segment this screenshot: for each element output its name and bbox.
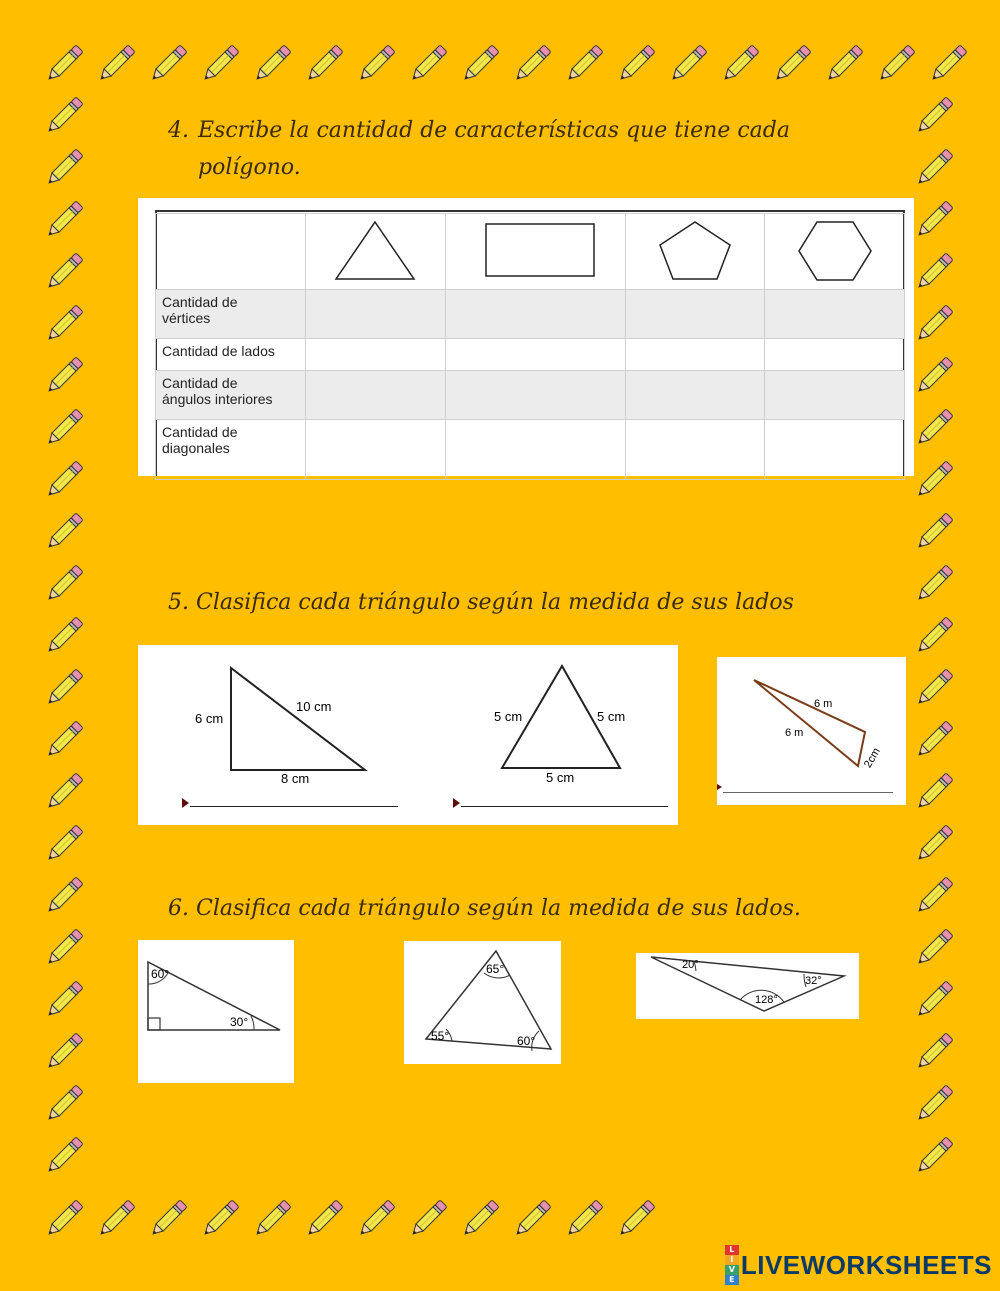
pencil-icon <box>612 40 660 88</box>
pencil-icon <box>508 40 556 88</box>
table-row <box>156 339 905 371</box>
pencil-icon <box>300 40 348 88</box>
pencil-icon <box>40 716 88 764</box>
hexagon-header <box>765 214 905 290</box>
pencil-icon <box>910 820 958 868</box>
q5-t2-side-c: 5 cm <box>546 770 575 785</box>
q5-t3-answer-input[interactable] <box>724 774 896 794</box>
pencil-icon <box>910 352 958 400</box>
row-label: Cantidad de lados <box>156 339 306 371</box>
q6-t1-angle-a: 60° <box>151 967 170 981</box>
pencil-icon <box>910 976 958 1024</box>
pencil-icon <box>196 1195 244 1243</box>
pencil-icon <box>456 40 504 88</box>
pencil-icon <box>910 92 958 140</box>
pencil-icon <box>40 248 88 296</box>
q6-t2-angle-b: 55° <box>431 1029 450 1043</box>
pencil-icon <box>196 40 244 88</box>
q5-t3-side-a: 6 m <box>814 698 833 710</box>
q5-t2-side-b: 5 cm <box>597 709 626 724</box>
pencil-icon <box>924 40 972 88</box>
pencil-icon <box>910 456 958 504</box>
pencil-icon <box>40 92 88 140</box>
table-row <box>156 371 905 420</box>
answer-cell[interactable] <box>306 290 446 339</box>
q6-t2-angle-c: 60° <box>517 1034 536 1048</box>
pencil-icon <box>910 768 958 816</box>
pencil-icon <box>40 820 88 868</box>
pencil-icon <box>872 40 920 88</box>
pencil-icon <box>910 508 958 556</box>
brand-name: LIVEWORKSHEETS <box>740 1249 992 1280</box>
answer-cell[interactable] <box>445 290 625 339</box>
pencil-icon <box>910 716 958 764</box>
pencil-icon <box>910 404 958 452</box>
pencil-icon <box>910 144 958 192</box>
answer-cell[interactable] <box>765 290 905 339</box>
pencil-icon <box>352 1195 400 1243</box>
pencil-icon <box>910 560 958 608</box>
rectangle-icon <box>475 218 595 282</box>
row-label: Cantidad de ángulos interiores <box>156 371 306 420</box>
q5-t1-side-a: 6 cm <box>195 711 224 726</box>
pencil-icon <box>40 560 88 608</box>
answer-cell[interactable] <box>306 339 446 371</box>
polygon-table <box>155 213 905 480</box>
q5-t3-side-b: 6 m <box>785 727 804 739</box>
pencil-icon <box>404 1195 452 1243</box>
pencil-icon <box>910 1028 958 1076</box>
triangle-header <box>306 214 446 290</box>
pencil-icon <box>664 40 712 88</box>
q5-t2-answer-input[interactable] <box>463 786 670 808</box>
liveworksheets-brand[interactable] <box>725 1245 992 1285</box>
row-label: Cantidad de diagonales <box>156 420 306 480</box>
answer-cell[interactable] <box>445 420 625 480</box>
table-corner-cell <box>156 214 306 290</box>
pencil-icon <box>300 1195 348 1243</box>
pentagon-header <box>625 214 765 290</box>
q6-t2-angle-a: 65° <box>486 962 505 976</box>
answer-cell[interactable] <box>306 371 446 420</box>
q5-t1-answer-input[interactable] <box>192 786 400 808</box>
q6-triangle-right <box>138 940 294 1083</box>
answer-cell[interactable] <box>765 420 905 480</box>
pencil-icon <box>40 40 88 88</box>
question-6-title: 6. Clasifica cada triángulo según la medida de sus lados. <box>168 896 801 921</box>
pencil-icon <box>560 1195 608 1243</box>
answer-cell[interactable] <box>765 371 905 420</box>
q6-triangle-acute <box>404 941 561 1064</box>
pencil-icon <box>820 40 868 88</box>
answer-cell[interactable] <box>306 420 446 480</box>
q5-t1-side-c: 8 cm <box>281 771 310 786</box>
pencil-icon <box>40 508 88 556</box>
q6-t1-angle-b: 30° <box>230 1015 249 1029</box>
pencil-icon <box>40 300 88 348</box>
pencil-icon <box>92 40 140 88</box>
pencil-icon <box>404 40 452 88</box>
q5-t3-side-c: 2cm <box>861 746 883 770</box>
q5-t1-arrow-icon <box>182 798 189 808</box>
pencil-icon <box>248 1195 296 1243</box>
pencil-icon <box>716 40 764 88</box>
answer-cell[interactable] <box>625 420 765 480</box>
question-5-title: 5. Clasifica cada triángulo según la medida de sus lados <box>168 590 794 615</box>
hexagon-icon <box>790 218 880 282</box>
row-label: Cantidad de vértices <box>156 290 306 339</box>
pencil-icon <box>768 40 816 88</box>
pencil-icon <box>910 248 958 296</box>
pencil-icon <box>612 1195 660 1243</box>
q6-t3-angle-b: 32° <box>805 975 822 987</box>
pencil-icon <box>92 1195 140 1243</box>
q5-t3-arrow-icon <box>717 784 722 790</box>
table-row <box>156 420 905 480</box>
pencil-icon <box>40 1028 88 1076</box>
pencil-icon <box>248 40 296 88</box>
answer-cell[interactable] <box>625 371 765 420</box>
q6-t3-angle-c: 128° <box>755 994 778 1006</box>
pencil-icon <box>456 1195 504 1243</box>
pencil-icon <box>40 664 88 712</box>
pencil-icon <box>40 196 88 244</box>
pencil-icon <box>40 612 88 660</box>
pencil-icon <box>910 872 958 920</box>
answer-cell[interactable] <box>445 371 625 420</box>
pencil-icon <box>910 300 958 348</box>
pencil-icon <box>40 924 88 972</box>
pencil-icon <box>40 404 88 452</box>
table-frame-top <box>155 210 905 212</box>
answer-cell[interactable] <box>625 339 765 371</box>
pencil-icon <box>910 924 958 972</box>
pencil-icon <box>40 456 88 504</box>
pencil-icon <box>910 1132 958 1180</box>
pencil-icon <box>508 1195 556 1243</box>
answer-cell[interactable] <box>765 339 905 371</box>
table-row <box>156 290 905 339</box>
pencil-icon <box>910 664 958 712</box>
triangle-icon <box>330 218 420 282</box>
pencil-icon <box>910 612 958 660</box>
pencil-icon <box>910 196 958 244</box>
pencil-icon <box>40 1195 88 1243</box>
rectangle-header <box>445 214 625 290</box>
pencil-icon <box>40 1132 88 1180</box>
answer-cell[interactable] <box>445 339 625 371</box>
pencil-icon <box>40 1080 88 1128</box>
question-4-line2: polígono. <box>198 155 301 180</box>
q5-t2-arrow-icon <box>453 798 460 808</box>
q5-t1-side-b: 10 cm <box>296 699 332 714</box>
pencil-icon <box>352 40 400 88</box>
pencil-icon <box>40 872 88 920</box>
pencil-icon <box>144 1195 192 1243</box>
liveworksheets-logo-icon: L I V E <box>725 1245 739 1285</box>
pencil-icon <box>144 40 192 88</box>
answer-cell[interactable] <box>625 290 765 339</box>
pencil-icon <box>40 976 88 1024</box>
pencil-icon <box>910 1080 958 1128</box>
question-4-line1: Escribe la cantidad de características que tiene cada <box>198 118 790 143</box>
question-4-number: 4. <box>168 118 189 143</box>
q6-t3-angle-a: 20° <box>682 959 699 971</box>
pencil-icon <box>560 40 608 88</box>
pencil-icon <box>40 144 88 192</box>
q5-t2-side-a: 5 cm <box>494 709 523 724</box>
pentagon-icon <box>650 218 740 282</box>
pencil-icon <box>40 352 88 400</box>
pencil-icon <box>40 768 88 816</box>
q6-triangle-obtuse <box>636 953 859 1019</box>
